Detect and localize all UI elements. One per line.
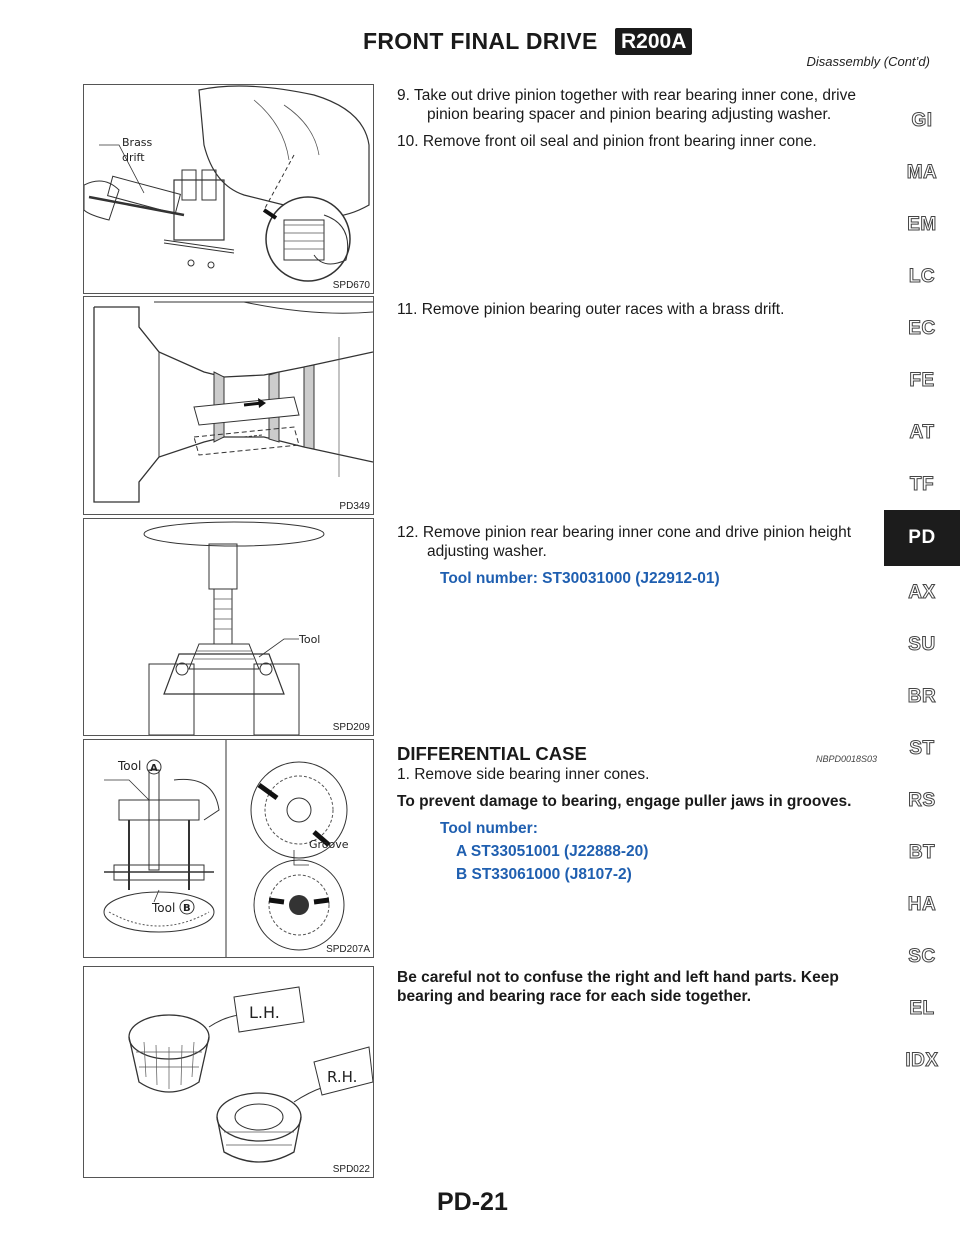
note-block: [397, 968, 877, 1014]
figure-code: SPD670: [332, 280, 370, 291]
nav-bt[interactable]: BT: [908, 842, 936, 863]
figure-code: SPD209: [332, 722, 370, 733]
step-12-tool-number: Tool number: ST30031000 (J22912-01): [440, 570, 720, 587]
section-title-text: DIFFERENTIAL CASE: [397, 743, 587, 764]
nav-ax[interactable]: AX: [908, 582, 936, 603]
illustration-side-bearing-puller: [84, 740, 373, 957]
nav-tf[interactable]: TF: [909, 474, 935, 495]
callout-b: B: [183, 903, 191, 914]
figure-spd022: [83, 966, 374, 1178]
nav-fe[interactable]: FE: [909, 370, 935, 391]
illustration-drive-pinion-removal: [84, 85, 373, 293]
dc-step-1: 1. Remove side bearing inner cones.: [397, 766, 650, 783]
illustration-bearing-labels: [84, 967, 373, 1177]
section-subtitle: Disassembly (Cont’d): [806, 54, 930, 69]
figure-code: PD349: [339, 501, 370, 512]
figure-spd670: [83, 84, 374, 294]
dc-tool-a: A ST33051001 (J22888-20): [456, 843, 649, 860]
nav-gi[interactable]: GI: [911, 110, 933, 131]
figure-spd209: [83, 518, 374, 736]
dc-tool-label: Tool number:: [440, 820, 538, 837]
model-badge: R200A: [615, 28, 692, 55]
figure-spd207a: [83, 739, 374, 958]
callout-tool: Tool: [299, 633, 321, 646]
callout-groove: Groove: [309, 838, 349, 851]
nav-rs[interactable]: RS: [908, 790, 936, 811]
section-heading: [397, 744, 877, 763]
illustration-rear-bearing-removal: [84, 519, 373, 735]
nav-pd-active[interactable]: PD: [884, 510, 960, 566]
page-number: PD-21: [437, 1188, 508, 1216]
page-header: [0, 0, 960, 70]
callout-tool-a: Tool: [118, 759, 142, 773]
nav-su[interactable]: SU: [908, 634, 936, 655]
callout-a: A: [150, 763, 158, 774]
nav-ec[interactable]: EC: [908, 318, 936, 339]
differential-case-block: [397, 744, 877, 886]
figure-code: SPD207A: [326, 944, 370, 955]
nav-ma[interactable]: MA: [906, 162, 938, 183]
nav-el[interactable]: EL: [909, 998, 935, 1019]
step-12: 12. Remove pinion rear bearing inner cone and drive pinion height adjusting washer.: [397, 524, 852, 560]
callout-drift: drift: [122, 151, 145, 164]
nav-sc[interactable]: SC: [908, 946, 936, 967]
dc-caution: To prevent damage to bearing, engage puller jaws in grooves.: [397, 793, 852, 810]
nav-st[interactable]: ST: [909, 738, 935, 759]
tag-rh: R.H.: [327, 1068, 358, 1086]
tag-lh: L.H.: [249, 1003, 280, 1022]
nav-lc[interactable]: LC: [908, 266, 936, 287]
nav-br[interactable]: BR: [907, 686, 937, 707]
nav-ha[interactable]: HA: [907, 894, 937, 915]
callout-brass: Brass: [122, 136, 153, 149]
illustration-outer-race-removal: [84, 297, 373, 514]
dc-tool-b: B ST33061000 (J8107-2): [456, 866, 632, 883]
step-12-block: [397, 523, 877, 590]
nav-em[interactable]: EM: [907, 214, 937, 235]
step-9: 9. Take out drive pinion together with rear bearing inner cone, drive pinion bearing spacer and pinion bearing adjusting washer.: [397, 87, 856, 123]
step-10: 10. Remove front oil seal and pinion front bearing inner cone.: [397, 133, 817, 150]
nav-at[interactable]: AT: [909, 422, 935, 443]
bearing-note: Be careful not to confuse the right and left hand parts. Keep bearing and bearing race for each side together.: [397, 969, 839, 1005]
callout-tool-b: Tool: [152, 901, 176, 915]
figure-pd349: [83, 296, 374, 515]
steps-9-10: [397, 86, 877, 159]
step-11-block: [397, 300, 877, 327]
figure-code: SPD022: [332, 1164, 370, 1175]
step-11: 11. Remove pinion bearing outer races with a brass drift.: [397, 301, 785, 318]
nav-idx[interactable]: IDX: [905, 1050, 939, 1071]
page-title: FRONT FINAL DRIVE: [363, 28, 598, 54]
section-reference-code: NBPD0018S03: [815, 754, 877, 764]
